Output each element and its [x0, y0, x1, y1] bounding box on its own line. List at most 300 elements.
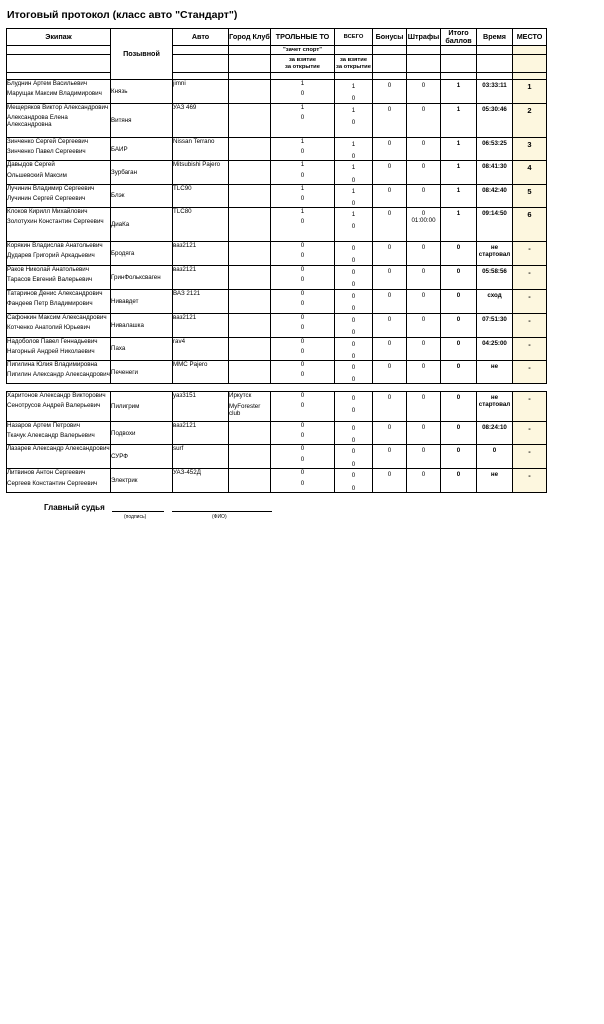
car-cell — [173, 138, 229, 161]
callsign: Бродяга — [111, 250, 135, 258]
city-cell — [229, 313, 271, 337]
cp-opening: 0 — [300, 299, 305, 307]
bonus: 0 — [387, 291, 392, 299]
table-row — [7, 138, 547, 161]
place: 6 — [527, 210, 532, 220]
time-cell — [477, 104, 513, 138]
car: ВАЗ 2121 — [173, 289, 201, 297]
callsign: Блэк — [111, 192, 125, 200]
fines: 0 — [421, 106, 426, 113]
cp-opening: 0 — [300, 195, 305, 203]
checkpoints-cell — [271, 313, 335, 337]
fines: 0 — [421, 82, 426, 89]
col-bonus: Бонусы — [373, 29, 407, 46]
place: - — [528, 424, 531, 433]
total-cell — [335, 242, 373, 266]
points: 0 — [456, 424, 461, 431]
callsign: Электрик — [111, 477, 138, 484]
time-cell — [477, 184, 513, 207]
bonus: 0 — [387, 210, 392, 218]
callsign: ГринФольксваген — [111, 273, 161, 281]
fines: 0 — [421, 394, 426, 401]
total-cell — [335, 104, 373, 138]
cp-taking: 1 — [300, 161, 305, 169]
crew-member: Ткачук Александр Валерьевич — [7, 432, 95, 440]
total-cell — [335, 361, 373, 384]
points-cell — [441, 445, 477, 469]
cp-opening: 0 — [300, 432, 305, 440]
fines-cell — [407, 161, 441, 184]
total-taking: 1 — [351, 141, 356, 148]
place: - — [528, 315, 531, 325]
crew-member: Мещеряков Виктор Александрович — [7, 104, 109, 111]
total-taking: 0 — [351, 425, 356, 432]
city-cell — [229, 445, 271, 469]
checkpoints-cell — [271, 469, 335, 492]
fines: 0 — [421, 244, 426, 252]
car: TLC80 — [173, 208, 192, 216]
cp-taking: 0 — [300, 445, 305, 453]
col-car: Авто — [173, 29, 229, 46]
crew-member: Сенотрусов Андрей Валерьевич — [7, 402, 101, 410]
points: 0 — [456, 394, 461, 401]
fines: 0 — [421, 163, 426, 171]
car: УАЗ 469 — [173, 104, 197, 111]
points-cell — [441, 80, 477, 104]
crew-member: Александрова Елена Александровна — [7, 114, 68, 129]
city-cell — [229, 422, 271, 445]
bonus: 0 — [387, 244, 392, 252]
crew-member: Литвинов Антон Сергеевич — [7, 469, 86, 477]
total-cell — [335, 337, 373, 360]
table-row — [7, 208, 547, 242]
callsign-cell — [111, 361, 173, 384]
place-cell — [513, 242, 547, 266]
crew-member: Дударев Григорий Аркадьевич — [7, 252, 95, 260]
time: 03:33:11 — [482, 82, 507, 89]
total-cell — [335, 469, 373, 492]
crew-cell — [7, 445, 111, 469]
fines-cell — [407, 242, 441, 266]
document-title: Итоговый протокол (класс авто "Стандарт") — [7, 9, 238, 21]
total-opening: 0 — [351, 460, 356, 468]
cp-opening: 0 — [300, 479, 305, 487]
place-cell — [513, 138, 547, 161]
cp-opening: 0 — [300, 455, 305, 463]
bonus-cell — [373, 161, 407, 184]
fines-cell — [407, 361, 441, 384]
crew-cell — [7, 242, 111, 266]
city-cell — [229, 242, 271, 266]
callsign-cell — [111, 80, 173, 104]
total-cell — [335, 422, 373, 445]
total-opening: 0 — [351, 119, 356, 127]
car: TLC90 — [173, 184, 192, 192]
bonus-cell — [373, 104, 407, 138]
cp-taking: 0 — [300, 242, 305, 250]
time-cell — [477, 469, 513, 492]
crew-cell — [7, 469, 111, 492]
place-cell — [513, 161, 547, 184]
bonus-cell — [373, 80, 407, 104]
callsign-cell — [111, 104, 173, 138]
total-opening: 0 — [351, 407, 356, 415]
col-checkpoints: ТРОЛЬНЫЕ ТО — [271, 29, 335, 46]
bonus-cell — [373, 242, 407, 266]
total-taking: 1 — [351, 211, 356, 219]
time-cell — [477, 208, 513, 242]
place-cell — [513, 337, 547, 360]
total-opening: 0 — [351, 437, 356, 445]
fines: 0 — [421, 339, 426, 347]
table-row — [7, 337, 547, 360]
city-cell — [229, 266, 271, 289]
car: ваз2121 — [173, 422, 197, 429]
bonus-cell — [373, 392, 407, 422]
checkpoints-cell — [271, 138, 335, 161]
fines: 0 — [421, 210, 426, 218]
place-cell — [513, 422, 547, 445]
total-taking: 0 — [351, 269, 356, 277]
place: - — [528, 471, 531, 481]
fines-cell — [407, 313, 441, 337]
col-total: ВСЕГО — [335, 29, 373, 46]
crew-member: Лучинин Владимир Сергеевич — [7, 184, 95, 192]
fines-cell — [407, 104, 441, 138]
fines: 0 — [421, 447, 426, 455]
crew-cell — [7, 422, 111, 445]
bonus: 0 — [387, 363, 392, 371]
bonus-cell — [373, 313, 407, 337]
col-time: Время — [477, 29, 513, 46]
crew-member: Давыдов Сергей — [7, 161, 55, 169]
place: 1 — [527, 82, 532, 91]
time: 05:30:46 — [482, 106, 507, 113]
total-cell — [335, 392, 373, 422]
points: 0 — [456, 447, 461, 455]
col-callsign: Позывной — [111, 29, 173, 80]
crew-member: Золотухин Константин Сергеевич — [7, 218, 104, 226]
crew-member: Пигилин Александр Александрович — [7, 371, 110, 379]
time-cell — [477, 392, 513, 422]
city-cell — [229, 469, 271, 492]
place: 3 — [527, 140, 532, 149]
table-row — [7, 161, 547, 184]
time-cell — [477, 337, 513, 360]
crew-member: Сафонкин Максим Александрович — [7, 313, 107, 321]
callsign: Пилигрим — [111, 402, 140, 410]
club: MyForester club — [229, 403, 261, 418]
points: 0 — [456, 291, 461, 299]
total-taking: 0 — [351, 340, 356, 348]
checkpoints-cell — [271, 392, 335, 422]
bonus-cell — [373, 422, 407, 445]
crew-member: Тарасов Евгений Валерьевич — [7, 276, 93, 284]
car-cell — [173, 445, 229, 469]
bonus-cell — [373, 138, 407, 161]
points-cell — [441, 104, 477, 138]
crew-member: Котченко Анатолий Юрьевич — [7, 323, 91, 331]
chief-judge-label: Главный судья — [44, 503, 105, 512]
points: 1 — [456, 82, 461, 89]
crew-member — [7, 456, 110, 463]
fines-cell — [407, 469, 441, 492]
place: 4 — [527, 163, 532, 173]
callsign: Нивалашка — [111, 321, 144, 329]
crew-cell — [7, 392, 111, 422]
total-opening: 0 — [351, 304, 356, 312]
callsign-cell — [111, 313, 173, 337]
city: Иркутск — [229, 392, 252, 399]
total-taking: 1 — [351, 187, 356, 195]
place: - — [528, 291, 531, 301]
cp-taking: 0 — [300, 289, 305, 297]
points-cell — [441, 266, 477, 289]
crew-cell — [7, 289, 111, 313]
time-cell — [477, 138, 513, 161]
fines: 0 — [421, 315, 426, 323]
time: не — [490, 363, 499, 371]
time: 0 — [492, 447, 497, 455]
points: 1 — [456, 163, 461, 171]
cp-opening: 0 — [300, 347, 305, 355]
bonus-cell — [373, 289, 407, 313]
cp-opening: 0 — [300, 148, 305, 156]
place: - — [528, 447, 531, 457]
callsign-cell — [111, 469, 173, 492]
signature-line — [112, 511, 164, 512]
cp-taking: 1 — [300, 208, 305, 216]
fines-cell — [407, 80, 441, 104]
cp-opening: 0 — [300, 171, 305, 179]
fines: 0 — [421, 424, 426, 431]
signature-caption: (подпись) — [124, 514, 147, 520]
points: 1 — [456, 140, 461, 147]
fines-cell — [407, 184, 441, 207]
table-row — [7, 392, 547, 422]
cp-taking: 0 — [300, 422, 305, 429]
fines-cell — [407, 289, 441, 313]
car: rav4 — [173, 337, 186, 345]
callsign-cell — [111, 445, 173, 469]
total-taking: 0 — [351, 292, 356, 300]
checkpoints-cell — [271, 337, 335, 360]
cp-opening: 0 — [300, 90, 305, 98]
bonus: 0 — [387, 82, 392, 89]
callsign-cell — [111, 337, 173, 360]
bonus: 0 — [387, 186, 392, 194]
checkpoints-cell — [271, 104, 335, 138]
total-opening: 0 — [351, 376, 356, 384]
total-subheader: за взятие за открытие — [335, 55, 373, 73]
col-place: МЕСТО — [513, 29, 547, 46]
place: 2 — [527, 106, 532, 115]
crew-cell — [7, 361, 111, 384]
total-opening: 0 — [351, 352, 356, 360]
callsign: Князь — [111, 87, 128, 95]
crew-member: Назаров Артем Петрович — [7, 422, 80, 429]
bonus-cell — [373, 266, 407, 289]
points: 0 — [456, 315, 461, 323]
fines-cell — [407, 138, 441, 161]
bonus: 0 — [387, 315, 392, 323]
fines-time: 01:00:00 — [411, 217, 436, 225]
points-cell — [441, 184, 477, 207]
city-cell — [229, 184, 271, 207]
table-row — [7, 80, 547, 104]
bonus: 0 — [387, 471, 392, 479]
points: 0 — [456, 268, 461, 276]
checkpoints-cell — [271, 80, 335, 104]
time-cell — [477, 313, 513, 337]
crew-cell — [7, 266, 111, 289]
bonus: 0 — [387, 268, 392, 276]
crew-member: Пигилина Юлия Владимировна — [7, 361, 98, 369]
fines-cell — [407, 337, 441, 360]
total-cell — [335, 266, 373, 289]
points-cell — [441, 361, 477, 384]
checkpoints-cell — [271, 208, 335, 242]
time-cell — [477, 289, 513, 313]
callsign-cell — [111, 184, 173, 207]
bonus: 0 — [387, 424, 392, 431]
time: 07:51:30 — [482, 315, 507, 323]
total-cell — [335, 161, 373, 184]
place-cell — [513, 184, 547, 207]
bonus: 0 — [387, 163, 392, 171]
car-cell — [173, 337, 229, 360]
points-cell — [441, 337, 477, 360]
fines-cell — [407, 422, 441, 445]
time: не стартовал — [478, 394, 511, 409]
callsign: БАИР — [111, 145, 128, 153]
crew-member: Корякин Владислав Анатольевич — [7, 242, 103, 250]
place-cell — [513, 445, 547, 469]
place-cell — [513, 361, 547, 384]
car-cell — [173, 161, 229, 184]
cp-taking: 0 — [300, 469, 305, 477]
time-cell — [477, 445, 513, 469]
car: ваз2121 — [173, 266, 197, 274]
city-cell — [229, 161, 271, 184]
cp-opening: 0 — [300, 252, 305, 260]
table-row — [7, 361, 547, 384]
car: Mitsubishi Pajero — [173, 161, 221, 169]
time-cell — [477, 242, 513, 266]
crew-cell — [7, 337, 111, 360]
crew-member: Клоков Кирилл Михайлович — [7, 208, 88, 216]
callsign-cell — [111, 422, 173, 445]
total-taking: 0 — [351, 395, 356, 402]
city-cell — [229, 104, 271, 138]
callsign-cell — [111, 289, 173, 313]
cp-opening: 0 — [300, 114, 305, 122]
points: 0 — [456, 244, 461, 252]
fines: 0 — [421, 140, 426, 147]
fines: 0 — [421, 186, 426, 194]
place: - — [528, 268, 531, 278]
table-row — [7, 242, 547, 266]
city-cell — [229, 289, 271, 313]
car-cell — [173, 80, 229, 104]
crew-cell — [7, 138, 111, 161]
points-cell — [441, 313, 477, 337]
crew-cell — [7, 104, 111, 138]
car-cell — [173, 104, 229, 138]
callsign-cell — [111, 161, 173, 184]
car-cell — [173, 289, 229, 313]
time: 09:14:50 — [482, 210, 507, 218]
callsign-cell — [111, 138, 173, 161]
place-cell — [513, 313, 547, 337]
cp-taking: 1 — [300, 104, 305, 111]
total-opening: 0 — [351, 153, 356, 161]
total-taking: 0 — [351, 245, 356, 253]
fines: 0 — [421, 363, 426, 371]
table-row — [7, 445, 547, 469]
time: 06:53:25 — [482, 140, 507, 147]
place-cell — [513, 289, 547, 313]
points-cell — [441, 289, 477, 313]
table-row — [7, 289, 547, 313]
points-cell — [441, 208, 477, 242]
car: surf — [173, 445, 184, 453]
car-cell — [173, 422, 229, 445]
table-row — [7, 422, 547, 445]
total-cell — [335, 184, 373, 207]
place: - — [528, 339, 531, 349]
bonus: 0 — [387, 447, 392, 455]
bonus-cell — [373, 445, 407, 469]
place-cell — [513, 392, 547, 422]
crew-member: Блуднин Артем Васильевич — [7, 80, 88, 87]
name-line — [172, 511, 272, 512]
crew-member: Раков Николай Анатольевич — [7, 266, 89, 274]
place-cell — [513, 266, 547, 289]
crew-cell — [7, 184, 111, 207]
total-opening: 0 — [351, 200, 356, 208]
car-cell — [173, 313, 229, 337]
car: ваз2121 — [173, 242, 197, 250]
cp-taking: 0 — [300, 361, 305, 369]
cp-subheader: за взятие за открытие — [271, 55, 335, 73]
total-taking: 1 — [351, 164, 356, 172]
name-caption: (ФИО) — [212, 514, 227, 520]
total-opening: 0 — [351, 328, 356, 336]
place-cell — [513, 104, 547, 138]
callsign-cell — [111, 266, 173, 289]
callsign: Витяня — [111, 116, 132, 124]
fines: 0 — [421, 291, 426, 299]
points-cell — [441, 161, 477, 184]
total-opening: 0 — [351, 281, 356, 289]
car-cell — [173, 392, 229, 422]
city-cell — [229, 361, 271, 384]
city-cell — [229, 208, 271, 242]
checkpoints-cell — [271, 422, 335, 445]
place: - — [528, 394, 531, 403]
cp-taking: 0 — [300, 392, 305, 399]
bonus: 0 — [387, 106, 392, 113]
points: 1 — [456, 186, 461, 194]
fines-cell — [407, 266, 441, 289]
total-cell — [335, 138, 373, 161]
total-cell — [335, 208, 373, 242]
fines: 0 — [421, 268, 426, 276]
col-crew: Экипаж — [7, 29, 111, 46]
car-cell — [173, 469, 229, 492]
total-opening: 0 — [351, 257, 356, 265]
